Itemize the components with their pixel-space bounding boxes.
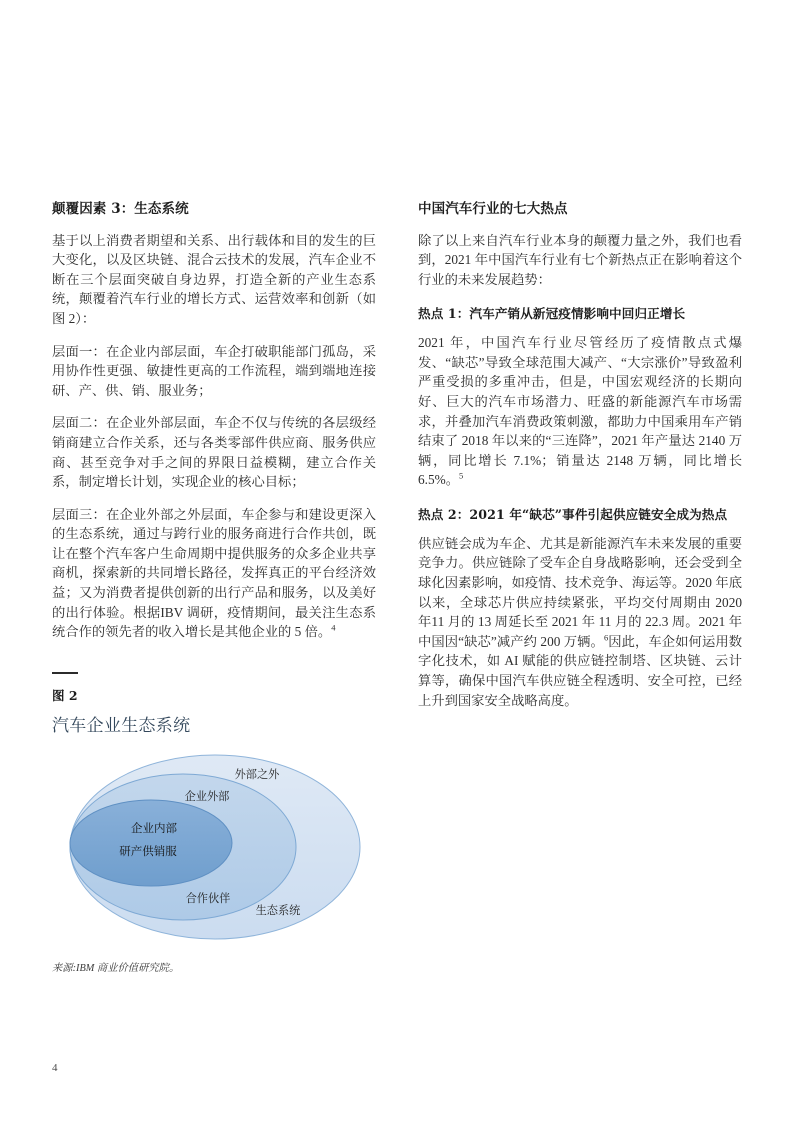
figure-rule (52, 672, 78, 675)
footnote-marker-4: 4 (331, 622, 336, 633)
paragraph-layer-one: 层面一：在企业内部层面，车企打破职能部门孤岛，采用协作性更强、敏捷性更高的工作流程，端到端地连接研、产、供、销、服业务； (52, 343, 376, 398)
page-number: 4 (52, 1062, 58, 1074)
paragraph-layer-three (52, 505, 376, 642)
venn-label-middle-top: 企业外部 (184, 791, 230, 804)
figure-diagram (52, 750, 376, 945)
venn-ellipse-inner (70, 800, 232, 886)
footnote-marker-5: 5 (459, 470, 464, 481)
two-column-layout (52, 200, 742, 974)
paragraph-layer-three-text: 层面三：在企业外部之外层面，车企参与和建设更深入的生态系统，通过与跨行业的服务商进行合作共创，既让在整个汽车客户生命周期中提供服务的众多企业共享商机，探索新的共同增长路径，发挥真正的平台经济效益；又为消费者提供创新的出行产品和服务，以及美好的出行体验。根据IBV 调研，疫情期间，最关注生态系统合作的领先者的收入增长是其他企业的 5 倍。 (52, 506, 376, 640)
right-section-heading: 中国汽车行业的七大热点 (418, 201, 568, 217)
figure-title: 汽车企业生态系统 (52, 716, 191, 736)
figure-source: 来源:IBM 商业价值研究院。 (52, 963, 180, 975)
venn-label-inner-top: 企业内部 (131, 823, 177, 836)
hotspot-2-body (418, 534, 742, 710)
figure-number: 图 2 (52, 688, 78, 704)
footnote-marker-6: 6 (603, 632, 609, 643)
ecosystem-venn-svg (52, 750, 376, 945)
venn-label-outer-bottom: 生态系统 (255, 905, 301, 918)
paragraph-intro: 基于以上消费者期望和关系、出行载体和目的发生的巨大变化，以及区块链、混合云技术的发展，汽车企业不断在三个层面突破自身边界，打造全新的产业生态系统，颠覆着汽车行业的增长方式、运营效率和创新（如图 2）： (52, 232, 376, 326)
venn-label-inner-bottom: 研产供销服 (119, 846, 177, 859)
hotspot-1-title: 热点 1：汽车产销从新冠疫情影响中回归正增长 (418, 306, 686, 322)
left-column (52, 200, 376, 974)
paragraph-right-intro: 除了以上来自汽车行业本身的颠覆力量之外，我们也看到，2021 年中国汽车行业有七个新热点正在影响着这个行业的未来发展趋势： (418, 232, 742, 287)
hotspot-1-body-text: 2021 年，中国汽车行业尽管经历了疫情散点式爆发、“缺芯”导致全球范围大减产、“大宗涨价”导致盈利严重受损的多重冲击，但是，中国宏观经济的长期向好、巨大的汽车市场潜力、旺盛的新能源汽车市场需求，并叠加汽车消费政策刺激，都助力中国乘用车产销结束了 2018 年以来的“三连降”，2021 年产量达 2140 万辆，同比增长 7.1%；销量达 2148 万辆，同比增长 6.5%。 (418, 335, 742, 488)
figure-block (52, 672, 376, 975)
right-column (418, 200, 742, 974)
hotspot-2-title: 热点 2：2021 年“缺芯”事件引起供应链安全成为热点 (418, 506, 728, 522)
venn-label-outer-top: 外部之外 (234, 769, 280, 782)
hotspot-2-body-text-part1: 供应链会成为车企、尤其是新能源汽车未来发展的重要竞争力。供应链除了受车企自身战略影响，还会受到全球化因素影响，如疫情、技术竞争、海运等。2020 年底以来，全球芯片供应持续紧张，平均交付周期由 2020 年11 月的 13 周延长至 2021 年 11 月的 22.3 周。2021 年中国因“缺芯”减产约 200 万辆。 (418, 535, 742, 649)
venn-label-middle-bottom: 合作伙伴 (185, 893, 231, 906)
left-section-heading: 颠覆因素 3：生态系统 (52, 201, 189, 217)
hotspot-1-body (418, 333, 742, 490)
paragraph-layer-two: 层面二：在企业外部层面，车企不仅与传统的各层级经销商建立合作关系，还与各类零部件供应商、服务供应商、甚至竞争对手之间的界限日益模糊，建立合作关系，制定增长计划，实现企业的核心目标； (52, 415, 376, 490)
hotspot-2-body-text-part2: 因此，车企如何运用数字化技术，如 AI 赋能的供应链控制塔、区块链、云计算等，确保中国汽车供应链全程透明、安全可控，已经上升到国家安全战略高度。 (418, 633, 742, 708)
